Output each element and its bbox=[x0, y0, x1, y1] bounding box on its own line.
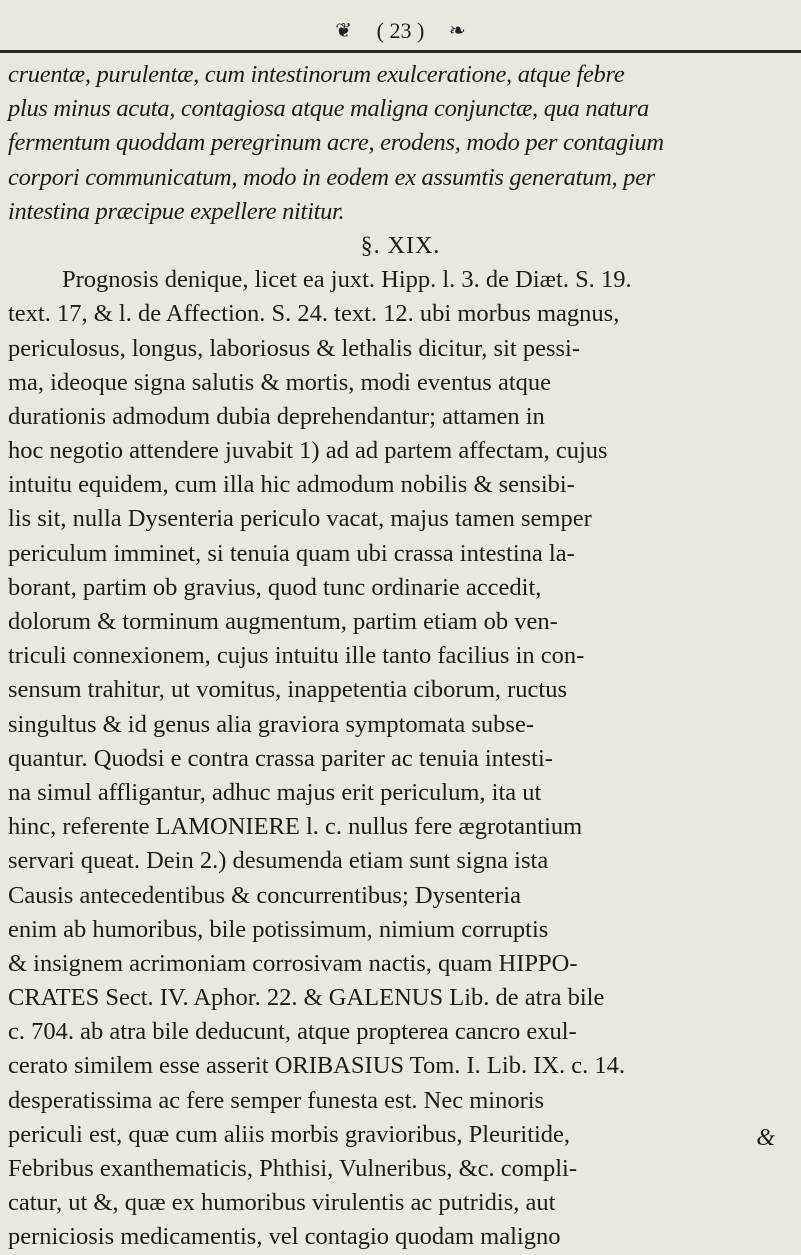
text-line: na simul affligantur, adhuc majus erit periculum, ita ut bbox=[8, 778, 542, 806]
page-header bbox=[0, 14, 801, 48]
catchword: & bbox=[756, 1125, 775, 1151]
text-line: periculosus, longus, laboriosus & lethalis dicitur, sit pessi- bbox=[8, 334, 580, 362]
text-line: cerato similem esse asserit ORIBASIUS Tom. I. Lib. IX. c. 14. bbox=[8, 1052, 626, 1080]
text-line: desperatissima ac fere semper funesta est. Nec minoris bbox=[8, 1086, 545, 1114]
text-line: intuitu equidem, cum illa hic admodum nobilis & sensibi- bbox=[8, 471, 575, 499]
text-line: text. 17, & l. de Affection. S. 24. text. 12. ubi morbus magnus, bbox=[8, 300, 620, 328]
text-line: borant, partim ob gravius, quod tunc ordinarie accedit, bbox=[8, 573, 542, 601]
text-line: Causis antecedentibus & concurrentibus; Dysenteria bbox=[8, 881, 521, 909]
text-line: corpori communicatum, modo in eodem ex assumtis generatum, per bbox=[8, 163, 655, 191]
text-line: intestina præcipue expellere nititur. bbox=[8, 197, 345, 225]
right-ornament-icon: ❧ bbox=[448, 20, 466, 42]
text-line: perniciosis medicamentis, vel contagio quodam maligno bbox=[8, 1223, 561, 1251]
text-line: periculum imminet, si tenuia quam ubi crassa intestina la- bbox=[8, 539, 575, 567]
text-line: durationis admodum dubia deprehendantur; attamen in bbox=[8, 402, 545, 430]
text-line: hoc negotio attendere juvabit 1) ad ad partem affectam, cujus bbox=[8, 437, 608, 465]
text-line: ma, ideoque signa salutis & mortis, modi eventus atque bbox=[8, 368, 551, 396]
text-line: c. 704. ab atra bile deducunt, atque propterea cancro exul- bbox=[8, 1018, 577, 1046]
text-line: periculi est, quæ cum aliis morbis gravioribus, Pleuritide, bbox=[8, 1120, 571, 1148]
header-rule bbox=[0, 50, 801, 53]
text-line: quantur. Quodsi e contra crassa pariter ac tenuia intesti- bbox=[8, 744, 553, 772]
text-line: catur, ut &, quæ ex humoribus virulentis ac putridis, aut bbox=[8, 1189, 556, 1217]
text-line: CRATES Sect. IV. Aphor. 22. & GALENUS Lib. de atra bile bbox=[8, 984, 605, 1012]
text-line: singultus & id genus alia graviora symptomata subse- bbox=[8, 710, 534, 738]
text-line: plus minus acuta, contagiosa atque maligna conjunctæ, qua natura bbox=[8, 95, 649, 123]
text-line: sensum trahitur, ut vomitus, inappetentia ciborum, ructus bbox=[8, 676, 568, 704]
left-ornament-icon: ❦ bbox=[335, 20, 353, 42]
text-line: dolorum & torminum augmentum, partim etiam ob ven- bbox=[8, 608, 558, 635]
text-line: servari queat. Dein 2.) desumenda etiam sunt signa ista bbox=[8, 847, 549, 875]
text-line: Prognosis denique, licet ea juxt. Hipp. l. 3. de Diæt. S. 19. bbox=[62, 266, 632, 294]
text-body bbox=[0, 58, 801, 1255]
text-line: Febribus exanthematicis, Phthisi, Vulneribus, &c. compli- bbox=[8, 1155, 577, 1182]
text-line: & insignem acrimoniam corrosivam nactis, quam HIPPO- bbox=[8, 949, 578, 977]
page-number: ( 23 ) bbox=[376, 18, 425, 43]
text-line: enim ab humoribus, bile potissimum, nimium corruptis bbox=[8, 915, 549, 943]
text-line: fermentum quoddam peregrinum acre, erodens, modo per contagium bbox=[8, 129, 664, 157]
section-heading: §. XIX. bbox=[360, 232, 441, 259]
text-line: lis sit, nulla Dysenteria periculo vacat, majus tamen semper bbox=[8, 505, 592, 533]
text-line: triculi connexionem, cujus intuitu ille tanto facilius in con- bbox=[8, 642, 585, 670]
text-line: cruentæ, purulentæ, cum intestinorum exulceratione, atque febre bbox=[8, 61, 625, 88]
text-line: hinc, referente LAMONIERE l. c. nullus fere ægrotantium bbox=[8, 813, 583, 841]
